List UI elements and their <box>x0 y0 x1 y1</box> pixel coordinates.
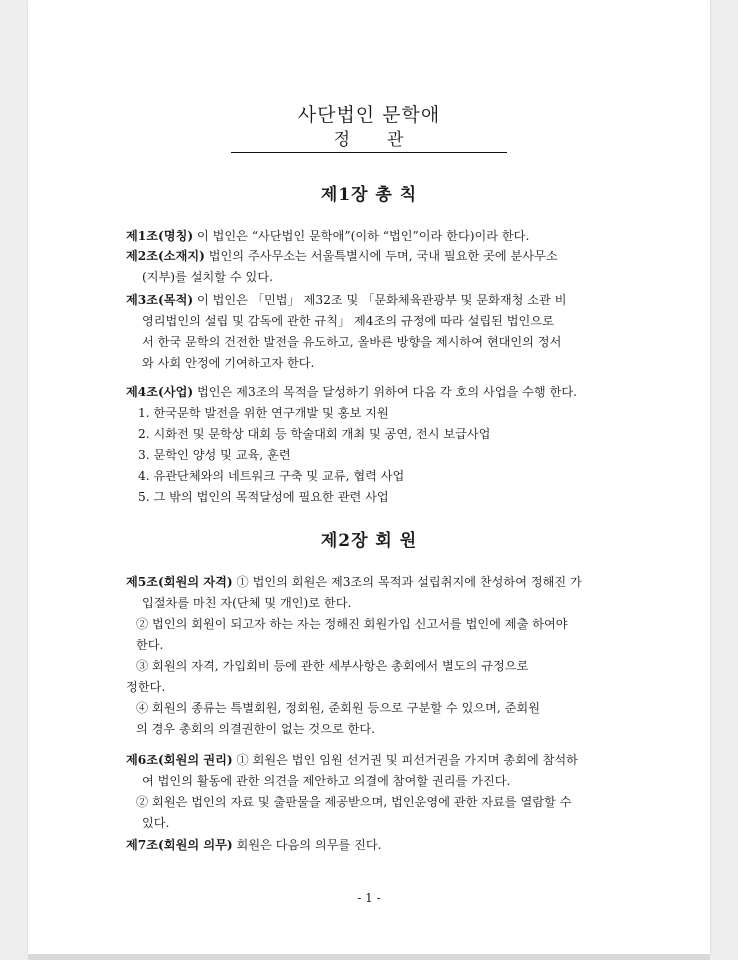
article-4 <box>126 382 616 508</box>
article-5-paragraph-4-line2: 의 경우 총회의 의결권한이 없는 것으로 한다. <box>136 722 376 736</box>
article-6-text: ① 회원은 법인 임원 선거권 및 피선거권을 가지며 총회에 참석하 <box>232 753 578 767</box>
article-2 <box>126 246 616 288</box>
article-5-paragraph-2: ② 법인의 회원이 되고자 하는 자는 정해진 회원가입 신고서를 법인에 제출 하여야 <box>136 617 568 631</box>
article-5-heading: 제5조(회원의 자격) <box>126 575 233 589</box>
list-item: 4. 유관단체와의 네트워크 구축 및 교류, 협력 사업 <box>138 469 405 483</box>
article-5-text-cont: 입절차를 마친 자(단체 및 개인)로 한다. <box>142 596 352 610</box>
article-1-text: 이 법인은 “사단법인 문학애”(이하 “법인”이라 한다)이라 한다. <box>193 229 530 243</box>
article-5-paragraph-4 <box>126 698 616 740</box>
list-item: 1. 한국문학 발전을 위한 연구개발 및 홍보 지원 <box>138 406 389 420</box>
article-5-paragraph-4-line1: ④ 회원의 종류는 특별회원, 정회원, 준회원 등으로 구분할 수 있으며, 준회원 <box>136 701 540 715</box>
article-3-text-line3: 서 한국 문학의 건전한 발전을 유도하고, 올바른 방향을 제시하여 현대인의 정서 <box>142 335 562 349</box>
document-subtitle: 정 관 <box>231 130 507 153</box>
article-2-text: 법인의 주사무소는 서울특별시에 두며, 국내 필요한 곳에 분사무소 <box>204 249 558 263</box>
article-6 <box>126 750 616 834</box>
chapter-1-heading: 제1장 총 칙 <box>320 185 418 205</box>
article-3-heading: 제3조(목적) <box>126 293 194 307</box>
article-7-heading: 제7조(회원의 의무) <box>126 838 233 852</box>
article-1-heading: 제1조(명칭) <box>126 229 194 243</box>
article-5-paragraph-2-cont: 한다. <box>136 638 164 652</box>
article-7-text: 회원은 다음의 의무를 진다. <box>232 838 382 852</box>
document-page <box>28 0 710 954</box>
article-2-heading: 제2조(소재지) <box>126 249 205 263</box>
chapter-2-heading: 제2장 회 원 <box>320 531 418 551</box>
article-4-heading: 제4조(사업) <box>126 385 194 399</box>
article-3-text-line2: 영리법인의 설립 및 감독에 관한 규칙」 제4조의 규정에 따라 설립된 법인으로 <box>142 314 554 328</box>
article-3-text: 이 법인은 「민법」 제32조 및 「문화체육관광부 및 문화재청 소관 비 <box>193 293 567 307</box>
article-5-paragraph-3: ③ 회원의 자격, 가입회비 등에 관한 세부사항은 총회에서 별도의 규정으로 <box>136 659 529 673</box>
article-1 <box>126 226 616 247</box>
article-4-text: 법인은 제3조의 목적을 달성하기 위하여 다음 각 호의 사업을 수행 한다. <box>193 385 577 399</box>
page-number: - 1 - <box>357 891 381 905</box>
article-6-text-cont: 여 법인의 활동에 관한 의견을 제안하고 의결에 참여할 권리를 가진다. <box>142 774 511 788</box>
list-item: 3. 문학인 양성 및 교육, 훈련 <box>138 448 291 462</box>
article-7 <box>126 835 616 856</box>
document-title: 사단법인 문학애 <box>297 104 441 126</box>
article-3-text-line4: 와 사회 안정에 기여하고자 한다. <box>142 356 315 370</box>
article-2-text-cont: (지부)를 설치할 수 있다. <box>142 270 273 284</box>
article-5-paragraph-3-cont: 정한다. <box>126 680 166 694</box>
article-6-paragraph-2-cont: 있다. <box>142 816 170 830</box>
page-bottom-edge <box>28 954 710 960</box>
list-item: 2. 시화전 및 문학상 대회 등 학술대회 개최 및 공연, 전시 보급사업 <box>138 427 491 441</box>
article-6-heading: 제6조(회원의 권리) <box>126 753 233 767</box>
article-3 <box>126 290 616 374</box>
article-5 <box>126 572 616 698</box>
list-item: 5. 그 밖의 법인의 목적달성에 필요한 관련 사업 <box>138 490 389 504</box>
article-6-paragraph-2: ② 회원은 법인의 자료 및 출판물을 제공받으며, 법인운영에 관한 자료를 열람할 수 <box>136 795 572 809</box>
article-5-text: ① 법인의 회원은 제3조의 목적과 설립취지에 찬성하여 정해진 가 <box>232 575 582 589</box>
